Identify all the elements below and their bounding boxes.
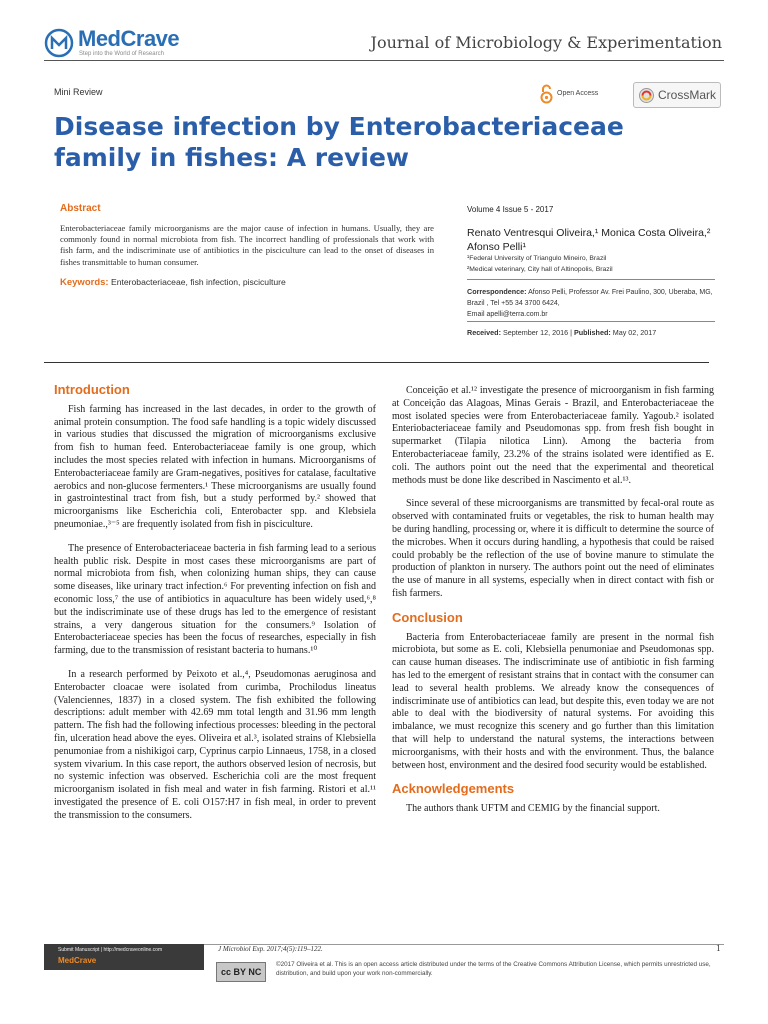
affiliation-1: ¹Federal University of Triangulo Mineiro, Brazil <box>467 255 607 262</box>
article-title: Disease infection by Enterobacteriaceae family in fishes: A review <box>54 112 624 172</box>
submit-manuscript-link[interactable]: Submit Manuscript | http://medcraveonline.com <box>58 947 163 953</box>
crossmark-button[interactable] <box>633 82 721 108</box>
footer-brand: MedCrave <box>58 956 97 965</box>
introduction-heading: Introduction <box>54 382 130 397</box>
received-label: Received: <box>467 328 501 337</box>
open-access-lock-icon <box>540 84 553 104</box>
correspondence-address: Afonso Pelli, Professor Av. Frei Paulino, 300, Uberaba, MG, Brazil , Tel +55 34 3700 6424, <box>467 289 713 307</box>
correspondence-email[interactable]: Email apelli@terra.com.br <box>467 311 548 318</box>
keywords-line <box>60 277 434 288</box>
publisher-name: MedCrave <box>78 26 180 51</box>
published-label: Published: <box>573 328 611 337</box>
abstract-heading: Abstract <box>60 203 101 214</box>
conclusion-paragraph: Bacteria from Enterobacteriaceae family are present in the normal fish microbiota, but some as E. coli, Klebsiella penumoniae and Pseudomonas spp. can cause human diseases. The indiscriminate use of antibiotic in fish farming has led to the emergent of resistant strains that in contact with the consumer can lead to several health problems. We already know the consequences of indiscriminate use of antibiotics can lead, but despite this, even today we are not able to deal with the biodiversity of natural systems. For avoiding this imbalance, we must recognize this scenery and go further than this limitation that will help to understand the natural systems, the interactions between microorganisms, with their hosts and with the environment. Thus, the balance between host, environment and the desired food security would be established. <box>392 631 714 771</box>
publisher-tagline: Step into the World of Research <box>79 51 164 57</box>
crossmark-label: CrossMark <box>658 88 717 102</box>
license-text: ©2017 Oliveira et al. This is an open access article distributed under the terms of the Creative Commons Attribution License, which permits unrestricted use, distribution, and build upon your work non-commercially. <box>276 961 711 977</box>
header-rule <box>44 60 724 61</box>
received-date: September 12, 2016 <box>502 328 569 337</box>
body-paragraph: Since several of these microorganisms are transmitted by fecal-oral route as observed with contaminated fruits or vegetables, the risk to human health may be during handling, processing or, where it is difficult to determine the source of the microbes. When it occurs during handling, a hypothesis that could be raised could probably be the reflection of the use of bovine manure to stimulate the production of plankton in nursery. The authors point out the need of eliminates the use of manure in all systems, especially when in direct contact with fish or fish farmers. <box>392 498 714 599</box>
section-divider <box>44 362 709 363</box>
publisher-logo[interactable] <box>44 26 214 62</box>
published-date: May 02, 2017 <box>612 328 657 337</box>
right-column <box>392 385 714 827</box>
crossmark-icon <box>639 88 654 103</box>
body-paragraph: Conceição et al.¹² investigate the presence of microorganism in fish farming at Conceição das Alagoas, Minas Gerais - Brazil, and Enterobacteriaceae the most isolated species were from Enterobacteriaceae family. Yagoub.² isolated Enteriobacteriaceae family and Pseudomonas spp. from fresh fish bought in supermarket (Tilapia nilotica Linn). Among the bacteria from Enterobacteriaceae family, 23.2% of the strains isolated were identified as E. coli. The authors point out the need that the experimental and theoretical methods must be done like described in Nascimento et al.¹³. <box>392 385 714 486</box>
open-access-badge[interactable] <box>540 84 620 104</box>
page-number: 1 <box>716 943 721 953</box>
cc-license-icon: cc BY NC <box>221 967 262 977</box>
volume-issue: Volume 4 Issue 5 - 2017 <box>467 205 554 214</box>
journal-title: Journal of Microbiology & Experimentation <box>370 33 722 52</box>
open-access-label: Open Access <box>557 90 599 97</box>
medcrave-logo-icon <box>44 28 74 58</box>
dates-line: Received: September 12, 2016 | Published: May 02, 2017 <box>467 328 657 337</box>
correspondence-label: Correspondence: <box>467 287 527 296</box>
article-type: Mini Review <box>54 87 103 97</box>
left-column <box>54 384 376 834</box>
conclusion-heading: Conclusion <box>392 609 463 625</box>
correspondence <box>467 286 717 320</box>
author-list: Renato Ventresqui Oliveira,¹ Monica Costa Oliveira,² Afonso Pelli¹ <box>467 227 711 253</box>
citation: J Microbiol Exp. 2017;4(5):119‒122. <box>218 945 323 953</box>
affiliation-2: ²Medical veterinary, City hall of Altinopolis, Brazil <box>467 266 613 273</box>
introduction-paragraph: Fish farming has increased in the last decades, in order to the growth of animal protein consumption. The food safe handling is a topic widely discussed in various studies that discussed the migration of microorganisms exclusive from fish to human feed. Enterobacteriaceae family is one group, which includes the most species related with infection in humans. Microorganisms of Enterobacteriaceae family are Gram-negatives, positives for catalase, facultative aerobics and non-glucose fermenters.¹ These microorganisms are usually found in gastrointestinal tract from fish, but a study performed by.² showed that microorganisms like Escherichia coli, Enterobacter spp. and Klebsiela pneumoniae.,³⁻⁵ are frequently isolated from fish in pisciculture. <box>54 403 376 530</box>
submit-manuscript-banner[interactable] <box>44 944 204 970</box>
meta-divider <box>467 321 715 322</box>
introduction-paragraph: In a research performed by Peixoto et al.,⁴, Pseudomonas aeruginosa and Enterobacter cloacae were isolated from curimba, Prochilodus lineatus (Valenciennes, 1837) in a closed system. The fish exhibited the following descriptions: adult member with 42.69 mm total length and 31.96 mm length pattern. The fish had the following infectious processes: bleeding in the pectoral fin, ulceration head above the eyes. Oliveira et al.³, isolated strains of Klebsiella penumoniae from a nishikigoi carp, Cyprinus carpio Linnaeus, 1758, in a closed system vivarium. In this case report, the authors observed lesion of necrosis, but no systemic infection was observed. Escherichia coli are the most frequent microorganism isolated in fish meal and water in fish farming. Ristori et al.¹¹ investigated the presence of E. coli O157:H7 in fish meal, in order to prevent the transmission to the consumers. <box>54 668 376 821</box>
keywords-label: Keywords: <box>60 277 109 288</box>
keywords-list: Enterobacteriaceae, fish infection, pisciculture <box>110 277 286 287</box>
abstract-text: Enterobacteriaceae family microorganisms are the major cause of infection in humans. Usually, they are commonly found in normal microbiota from fish. The incorrect handling of professionals that work with fish farm, and the indiscriminate use of antibiotics in the pisciculture can lead to the onset of diseases in fishes transmittable to human consumer. <box>60 223 434 267</box>
meta-divider <box>467 279 715 280</box>
cc-license-badge[interactable] <box>216 962 266 982</box>
acknowledgements-heading: Acknowledgements <box>392 781 515 797</box>
introduction-paragraph: The presence of Enterobacteriaceae bacteria in fish farming lead to a serious health public risk. Despite in most cases these microorganisms are part of normal microbiota from fish, when colonizing human ships, they can cause some diseases, like urinary tract infection.⁶ For preventing infection on fish and economic loss,⁷ the use of antibiotics in aquaculture has been widely used,⁶,⁸ but the indiscriminate use of these drugs has led to the emergence of resistant strains, a very dangerous situation for the consumers.⁹ Isolation of Enterobacteriaceae species has been the focus of researches, especially in fish farming, due to the transmission of resistant bacteria to humans.¹⁰ <box>54 542 376 657</box>
acknowledgements-paragraph: The authors thank UFTM and CEMIG by the financial support. <box>406 803 660 815</box>
